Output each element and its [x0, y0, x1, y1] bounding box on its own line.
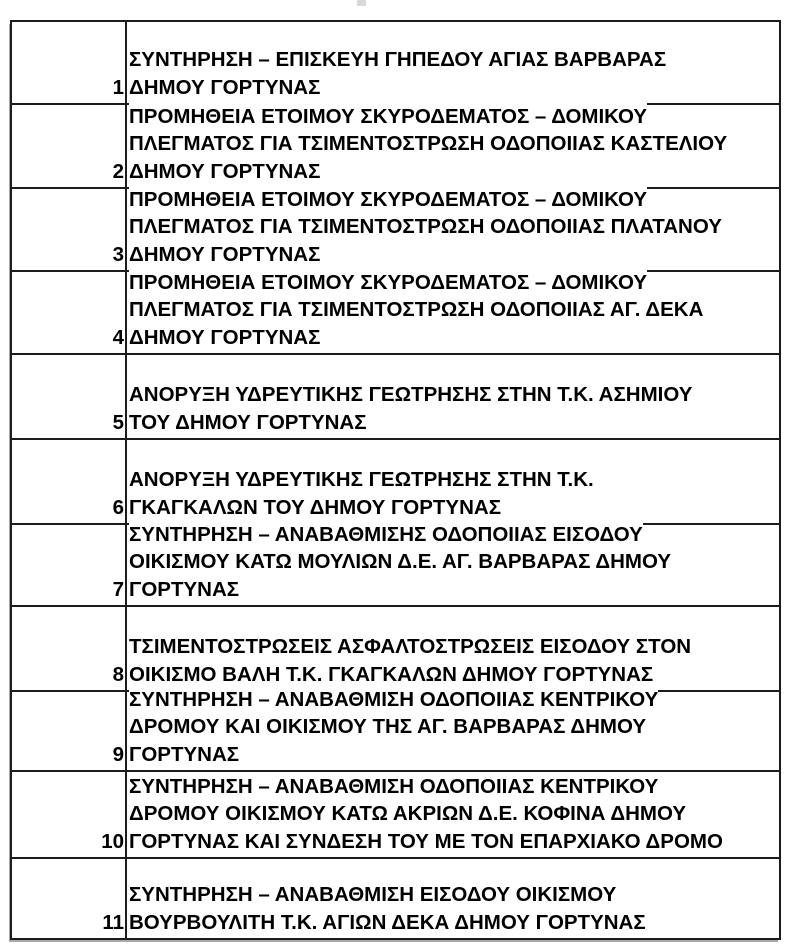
description-line: ΓΟΡΤΥΝΑΣ: [129, 741, 239, 769]
table-row: [12, 355, 779, 440]
description-line: ΓΟΡΤΥΝΑΣ ΚΑΙ ΣΥΝΔΕΣΗ ΤΟΥ ΜΕ ΤΟΝ ΕΠΑΡΧΙΑΚΟ ΔΡΟΜΟ: [129, 828, 723, 856]
description-line: ΑΝΟΡΥΞΗ ΥΔΡΕΥΤΙΚΗΣ ΓΕΩΤΡΗΣΗΣ ΣΤΗΝ Τ.Κ.: [129, 466, 594, 494]
description-line: ΣΥΝΤΗΡΗΣΗ – ΑΝΑΒΑΘΜΙΣΗ ΟΔΟΠΟΙΙΑΣ ΚΕΝΤΡΙΚΟΥ: [129, 686, 658, 714]
description-line: ΔΗΜΟΥ ΓΟΡΤΥΝΑΣ: [129, 74, 320, 102]
row-number: 7: [112, 577, 124, 601]
description-line: ΔΗΜΟΥ ΓΟΡΤΥΝΑΣ: [129, 324, 320, 352]
row-description-cell: [127, 859, 779, 938]
row-number: 11: [102, 910, 124, 934]
description-line: ΑΝΟΡΥΞΗ ΥΔΡΕΥΤΙΚΗΣ ΓΕΩΤΡΗΣΗΣ ΣΤΗΝ Τ.Κ. ΑΣΗΜΙΟΥ: [129, 381, 692, 409]
description-line: ΠΛΕΓΜΑΤΟΣ ΓΙΑ ΤΣΙΜΕΝΤΟΣΤΡΩΣΗ ΟΔΟΠΟΙΙΑΣ ΑΓ. ΔΕΚΑ: [129, 296, 703, 324]
description-line: ΟΙΚΙΣΜΟΥ ΚΑΤΩ ΜΟΥΛΙΩΝ Δ.Ε. ΑΓ. ΒΑΡΒΑΡΑΣ ΔΗΜΟΥ: [129, 548, 671, 576]
description-line: ΔΗΜΟΥ ΓΟΡΤΥΝΑΣ: [129, 241, 320, 269]
row-description-cell: [127, 355, 779, 438]
row-number-cell: [12, 692, 127, 770]
description-line: ΣΥΝΤΗΡΗΣΗ – ΑΝΑΒΑΘΜΙΣΗ ΟΔΟΠΟΙΙΑΣ ΚΕΝΤΡΙΚΟΥ: [129, 773, 658, 801]
row-number-cell: [12, 440, 127, 523]
row-number: 8: [112, 662, 124, 686]
row-number-cell: [12, 607, 127, 690]
description-line: ΠΛΕΓΜΑΤΟΣ ΓΙΑ ΤΣΙΜΕΝΤΟΣΤΡΩΣΗ ΟΔΟΠΟΙΙΑΣ ΠΛΑΤΑΝΟΥ: [129, 213, 722, 241]
table-row: [12, 22, 779, 105]
table-row: [12, 607, 779, 692]
row-number: 4: [112, 325, 124, 349]
description-line: ΠΡΟΜΗΘΕΙΑ ΕΤΟΙΜΟΥ ΣΚΥΡΟΔΕΜΑΤΟΣ – ΔΟΜΙΚΟΥ: [129, 103, 647, 131]
description-line: ΔΗΜΟΥ ΓΟΡΤΥΝΑΣ: [129, 158, 320, 186]
row-number: 5: [112, 410, 124, 434]
row-description-cell: [127, 22, 779, 103]
row-description-cell: [127, 105, 779, 187]
row-description-cell: [127, 687, 779, 770]
table-row: [12, 522, 779, 607]
description-line: ΤΟΥ ΔΗΜΟΥ ΓΟΡΤΥΝΑΣ: [129, 409, 367, 437]
row-description-cell: [127, 440, 779, 523]
row-number-cell: [12, 105, 127, 187]
row-number: 3: [112, 242, 124, 266]
description-line: ΣΥΝΤΗΡΗΣΗ – ΕΠΙΣΚΕΥΗ ΓΗΠΕΔΟΥ ΑΓΙΑΣ ΒΑΡΒΑΡΑΣ: [129, 46, 666, 74]
description-line: ΔΡΟΜΟΥ ΚΑΙ ΟΙΚΙΣΜΟΥ ΤΗΣ ΑΓ. ΒΑΡΒΑΡΑΣ ΔΗΜΟΥ: [129, 713, 646, 741]
row-number-cell: [12, 772, 127, 857]
row-description-cell: [127, 607, 779, 690]
description-line: ΣΥΝΤΗΡΗΣΗ – ΑΝΑΒΑΘΜΙΣΗΣ ΟΔΟΠΟΙΙΑΣ ΕΙΣΟΔΟΥ: [129, 521, 643, 549]
table-row: [12, 105, 779, 189]
table-row: [12, 272, 779, 355]
row-number-cell: [12, 189, 127, 270]
description-line: ΒΟΥΡΒΟΥΛΙΤΗ Τ.Κ. ΑΓΙΩΝ ΔΕΚΑ ΔΗΜΟΥ ΓΟΡΤΥΝΑΣ: [129, 909, 646, 937]
table-row: [12, 440, 779, 525]
description-line: ΤΣΙΜΕΝΤΟΣΤΡΩΣΕΙΣ ΑΣΦΑΛΤΟΣΤΡΩΣΕΙΣ ΕΙΣΟΔΟΥ ΣΤΟΝ: [129, 633, 691, 661]
row-description-cell: [127, 189, 779, 270]
row-description-cell: [127, 772, 779, 857]
row-number: 9: [112, 742, 124, 766]
scan-artifact: [357, 0, 366, 6]
row-number-cell: [12, 272, 127, 353]
row-number-cell: [12, 859, 127, 938]
row-number: 1: [112, 75, 124, 99]
row-number-cell: [12, 355, 127, 438]
row-number: 6: [112, 495, 124, 519]
description-line: ΔΡΟΜΟΥ ΟΙΚΙΣΜΟΥ ΚΑΤΩ ΑΚΡΙΩΝ Δ.Ε. ΚΟΦΙΝΑ ΔΗΜΟΥ: [129, 800, 686, 828]
row-description-cell: [127, 522, 779, 605]
description-line: ΠΡΟΜΗΘΕΙΑ ΕΤΟΙΜΟΥ ΣΚΥΡΟΔΕΜΑΤΟΣ – ΔΟΜΙΚΟΥ: [129, 186, 647, 214]
description-line: ΓΟΡΤΥΝΑΣ: [129, 576, 239, 604]
table-row: [12, 687, 779, 772]
row-number: 2: [112, 159, 124, 183]
description-line: ΠΡΟΜΗΘΕΙΑ ΕΤΟΙΜΟΥ ΣΚΥΡΟΔΕΜΑΤΟΣ – ΔΟΜΙΚΟΥ: [129, 269, 647, 297]
description-line: ΣΥΝΤΗΡΗΣΗ – ΑΝΑΒΑΘΜΙΣΗ ΕΙΣΟΔΟΥ ΟΙΚΙΣΜΟΥ: [129, 881, 616, 909]
description-line: ΓΚΑΓΚΑΛΩΝ ΤΟΥ ΔΗΜΟΥ ΓΟΡΤΥΝΑΣ: [129, 494, 501, 522]
row-description-cell: [127, 272, 779, 353]
row-number: 10: [101, 829, 124, 853]
description-line: ΠΛΕΓΜΑΤΟΣ ΓΙΑ ΤΣΙΜΕΝΤΟΣΤΡΩΣΗ ΟΔΟΠΟΙΙΑΣ ΚΑΣΤΕΛΙΟΥ: [129, 130, 727, 158]
description-line: ΟΙΚΙΣΜΟ ΒΑΛΗ Τ.Κ. ΓΚΑΓΚΑΛΩΝ ΔΗΜΟΥ ΓΟΡΤΥΝΑΣ: [129, 661, 653, 689]
row-number-cell: [12, 22, 127, 103]
table-row: [12, 859, 779, 938]
table-row: [12, 189, 779, 272]
row-number-cell: [12, 525, 127, 605]
projects-table: [10, 20, 781, 940]
table-row: [12, 772, 779, 859]
